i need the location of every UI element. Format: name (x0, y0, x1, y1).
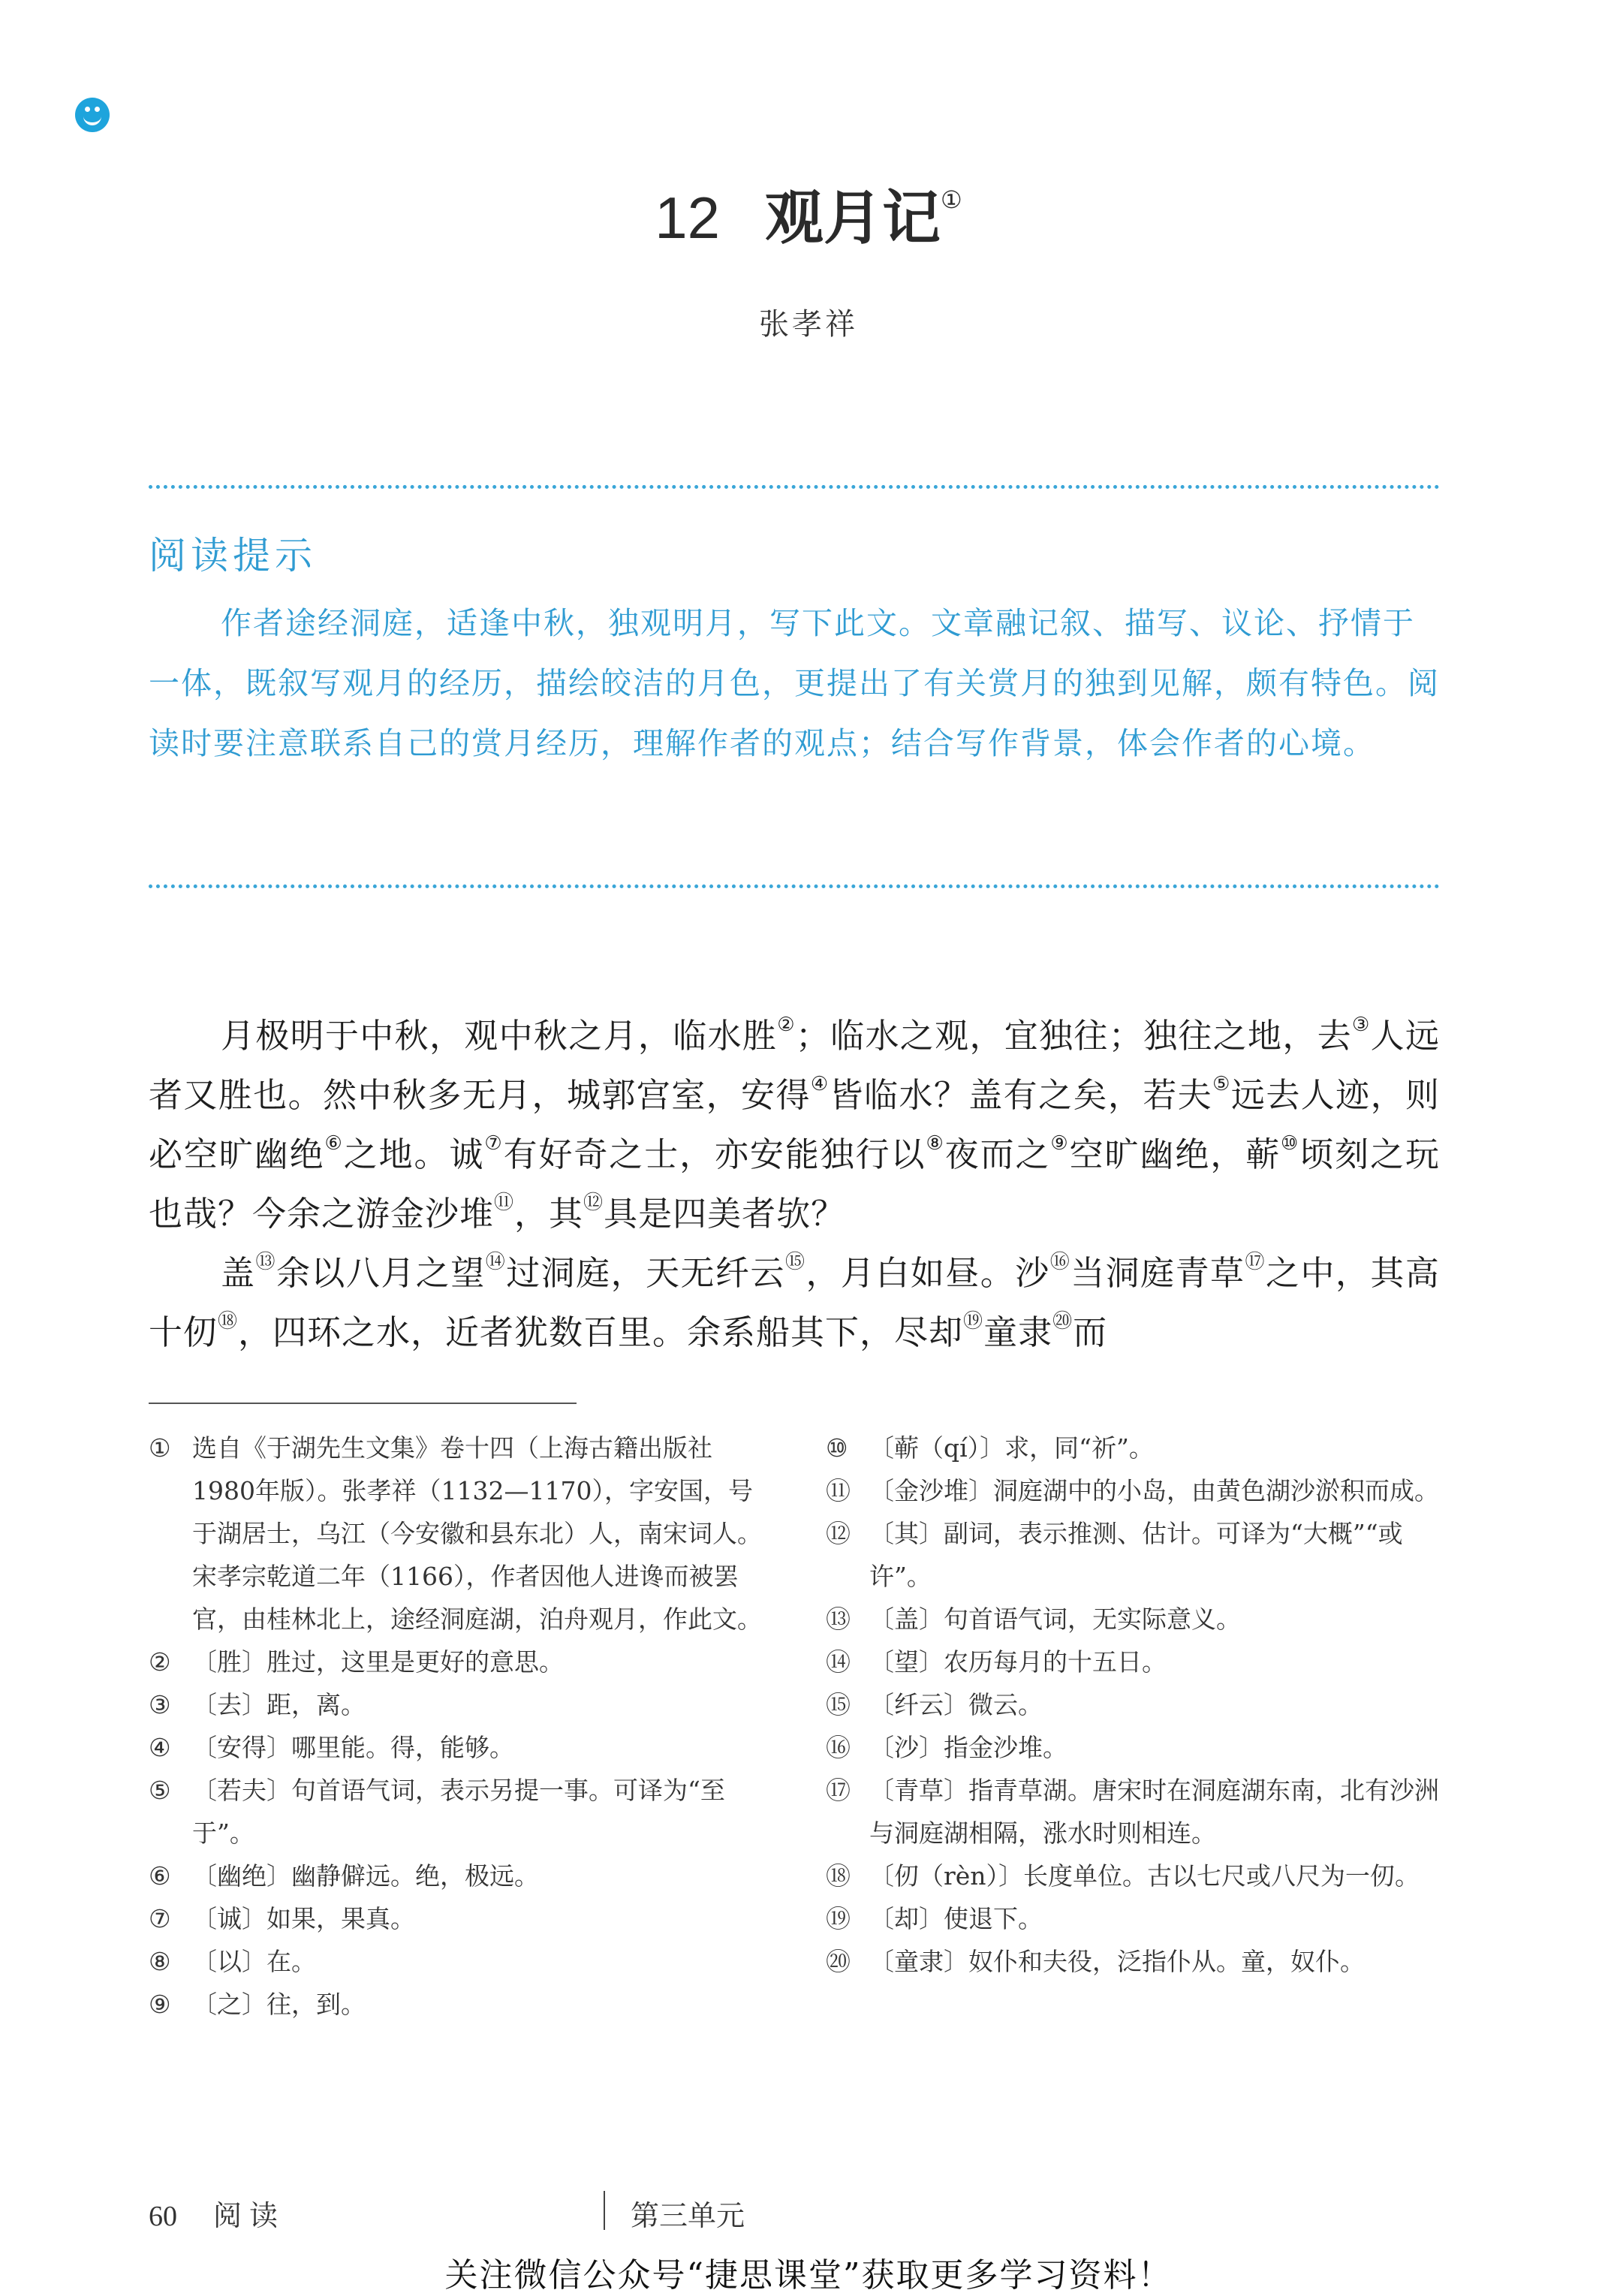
text-run: 之中，其高十仞 (149, 1253, 1440, 1352)
footnote-item (149, 1769, 772, 1855)
footnote-item (826, 1726, 1449, 1769)
text-run: ，月白如昼。沙 (805, 1253, 1050, 1293)
text-run: 之地。诚 (343, 1134, 485, 1174)
footnote-item (826, 1641, 1449, 1683)
footnote-mark: ⑰ (826, 1776, 851, 1805)
footnote-item (826, 1469, 1449, 1512)
footnote-ref: ⑤ (1212, 1073, 1231, 1095)
footnote-ref: ⑮ (784, 1251, 806, 1273)
footnote-mark: ① (149, 1433, 171, 1463)
footnote-item (826, 1512, 1449, 1598)
footnote-text: 〔却〕使退下。 (869, 1904, 1043, 1933)
footnote-mark: ④ (149, 1733, 171, 1762)
footnote-ref: ② (777, 1014, 796, 1036)
reading-hint-heading: 阅读提示 (149, 534, 317, 577)
text-run: 月极明于中秋，观中秋之月，临水胜 (221, 1016, 778, 1056)
footnote-item (149, 1427, 772, 1641)
footnote-item (826, 1427, 1449, 1469)
text-run: 童隶 (983, 1312, 1053, 1352)
footnotes-right-column (826, 1427, 1449, 1983)
footnote-ref: ⑨ (1050, 1132, 1070, 1155)
footnote-ref: ⑳ (1052, 1310, 1073, 1333)
footnote-item (149, 1940, 772, 1983)
footnote-rule (149, 1403, 577, 1404)
footnote-text: 〔仞（rèn）〕长度单位。古以七尺或八尺为一仞。 (869, 1861, 1420, 1891)
text-run: 有好奇之士，亦安能独行以 (503, 1134, 926, 1174)
text-run: 远去人迹，则必空旷幽绝 (149, 1075, 1440, 1174)
text-run: 过洞庭，天无纤云 (506, 1253, 785, 1293)
footnote-text: 〔安得〕哪里能。得，能够。 (192, 1733, 514, 1762)
text-run: 当洞庭青草 (1070, 1253, 1245, 1293)
footnote-mark: ⑤ (149, 1776, 171, 1805)
footnote-mark: ⑭ (826, 1647, 851, 1677)
footnote-mark: ⑳ (826, 1947, 851, 1976)
text-run: ；临水之观，宜独往；独往之地，去 (795, 1016, 1353, 1056)
footnote-item (826, 1897, 1449, 1940)
footnote-item (149, 1983, 772, 2026)
footnote-item (149, 1683, 772, 1726)
text-run: 而 (1073, 1312, 1108, 1352)
footnote-item (826, 1855, 1449, 1897)
footnote-text: 〔青草〕指青草湖。唐宋时在洞庭湖东南，北有沙洲与洞庭湖相隔，涨水时则相连。 (869, 1776, 1439, 1848)
footnote-ref: ⑧ (926, 1132, 945, 1155)
footnote-text: 〔纤云〕微云。 (869, 1690, 1043, 1719)
author-name: 张孝祥 (759, 307, 858, 342)
footnote-text: 〔金沙堆〕洞庭湖中的小岛，由黄色湖沙淤积而成。 (869, 1476, 1439, 1505)
text-run: 皆临水？盖有之矣，若夫 (829, 1075, 1213, 1115)
footnote-item (149, 1726, 772, 1769)
footnote-ref: ④ (810, 1073, 830, 1095)
footnote-mark: ⑫ (826, 1519, 851, 1548)
footnote-item (826, 1769, 1449, 1855)
footnote-text: 〔去〕距，离。 (192, 1690, 366, 1719)
footnote-item (149, 1641, 772, 1683)
footnote-ref: ⑪ (494, 1192, 515, 1214)
promo-banner: 关注微信公众号“捷思课堂”获取更多学习资料！ (444, 2256, 1173, 2294)
footnote-mark: ⑦ (149, 1904, 171, 1933)
main-paragraph-1 (149, 1006, 1440, 1243)
text-run: 具是四美者欤？ (604, 1194, 846, 1234)
text-run: 余以八月之望 (276, 1253, 486, 1293)
text-run: ，其 (514, 1194, 584, 1234)
footnote-item (149, 1897, 772, 1940)
hint-bottom-divider (149, 884, 1440, 888)
footnote-text: 〔沙〕指金沙堆。 (869, 1733, 1067, 1762)
footnote-text: 〔童隶〕奴仆和夫役，泛指仆从。童，奴仆。 (869, 1947, 1365, 1976)
title-footnote-mark: ① (941, 185, 962, 214)
text-run: 顷刻之玩也哉？今余之游金沙堆 (149, 1134, 1440, 1234)
footnote-ref: ⑯ (1049, 1251, 1071, 1273)
footnote-mark: ⑩ (826, 1433, 848, 1463)
footnote-mark: ⑯ (826, 1733, 851, 1762)
footnote-mark: ⑧ (149, 1947, 171, 1976)
lesson-number: 12 (655, 185, 721, 251)
footnote-ref: ⑱ (218, 1310, 239, 1333)
footnote-text: 〔胜〕胜过，这里是更好的意思。 (192, 1647, 564, 1677)
reading-hint-text: 作者途经洞庭，适逢中秋，独观明月，写下此文。文章融记叙、描写、议论、抒情于一体，既叙写观月的经历，描绘皎洁的月色，更提出了有关赏月的独到见解，颇有特色。阅读时要注意联系自己的赏月经历，理解作者的观点；结合写作背景，体会作者的心境。 (149, 605, 1440, 761)
text-run: ，四环之水，近者犹数百里。余系船其下，尽却 (238, 1312, 964, 1352)
footnote-ref: ③ (1352, 1014, 1371, 1036)
text-run: 人远者又胜也。然中秋多无月，城郭宫室，安得 (149, 1016, 1440, 1115)
page-footer (149, 2192, 285, 2234)
main-paragraph-2 (149, 1243, 1440, 1362)
footnote-item (826, 1940, 1449, 1983)
footnote-text: 〔其〕副词，表示推测、估计。可译为“大概”“或许”。 (869, 1519, 1403, 1591)
reading-hint-box (149, 526, 1440, 773)
text-run: 夜而之 (944, 1134, 1051, 1174)
main-text (149, 1006, 1440, 1362)
footnote-mark: ⑥ (149, 1861, 171, 1891)
footer-unit: 第三单元 (631, 2199, 745, 2232)
footnote-mark: ⑲ (826, 1904, 851, 1933)
lesson-title-text: 观月记 (765, 185, 941, 252)
footnote-mark: ② (149, 1647, 171, 1677)
text-run: 空旷幽绝，蕲 (1069, 1134, 1281, 1174)
page-number: 60 (149, 2201, 177, 2232)
footer-section: 阅读 (213, 2199, 286, 2232)
footnote-mark: ⑬ (826, 1604, 851, 1634)
footnote-ref: ⑭ (485, 1251, 507, 1273)
footnote-text: 〔盖〕句首语气词，无实际意义。 (869, 1604, 1241, 1634)
footnote-text: 〔望〕农历每月的十五日。 (869, 1647, 1167, 1677)
footnote-ref: ⑩ (1281, 1132, 1300, 1155)
footnote-item (149, 1855, 772, 1897)
footnote-text: 〔诚〕如果，果真。 (192, 1904, 415, 1933)
footnote-ref: ⑲ (963, 1310, 984, 1333)
footnote-ref: ⑫ (583, 1192, 604, 1214)
footnote-text: 〔之〕往，到。 (192, 1990, 366, 2019)
footnote-item (826, 1598, 1449, 1641)
footnote-ref: ⑥ (324, 1132, 344, 1155)
footnotes-left-column (149, 1427, 772, 2026)
footnote-mark: ⑮ (826, 1690, 851, 1719)
footnote-text: 选自《于湖先生文集》卷十四（上海古籍出版社1980年版）。张孝祥（1132—1170），字安国，号于湖居士，乌江（今安徽和县东北）人，南宋词人。宋孝宗乾道二年（1166），作者因他人进谗而被罢官，由桂林北上，途经洞庭湖，泊舟观月，作此文。 (192, 1433, 762, 1634)
footnote-item (826, 1683, 1449, 1726)
footnote-text: 〔以〕在。 (192, 1947, 316, 1976)
footnote-ref: ⑦ (484, 1132, 504, 1155)
footnote-mark: ⑱ (826, 1861, 851, 1891)
footnote-text: 〔蕲（qí）〕求，同“祈”。 (869, 1433, 1154, 1463)
hint-top-divider (149, 485, 1440, 489)
footnote-mark: ⑪ (826, 1476, 851, 1505)
footnote-ref: ⑬ (255, 1251, 276, 1273)
text-run: 盖 (221, 1253, 256, 1293)
footnote-text: 〔幽绝〕幽静僻远。绝，极远。 (192, 1861, 539, 1891)
lesson-title (0, 171, 1617, 255)
footer-divider (604, 2191, 605, 2230)
footnote-ref: ⑰ (1245, 1251, 1266, 1273)
smiley-face-icon (75, 98, 110, 132)
footnote-mark: ⑨ (149, 1990, 171, 2019)
footnote-mark: ③ (149, 1690, 171, 1719)
footnote-text: 〔若夫〕句首语气词，表示另提一事。可译为“至于”。 (192, 1776, 725, 1848)
